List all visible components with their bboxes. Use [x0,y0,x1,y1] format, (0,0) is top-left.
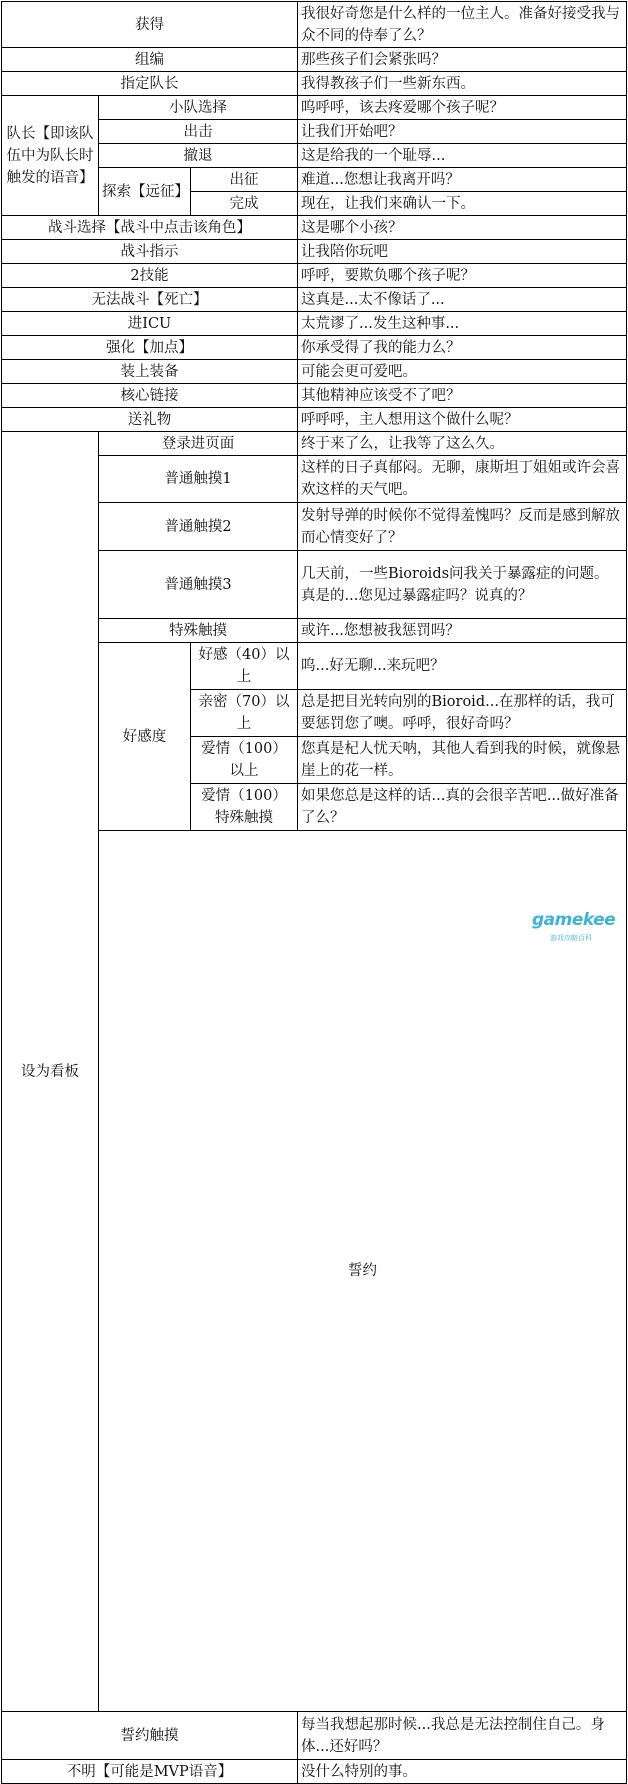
group-label-affection: 好感度 [99,643,191,831]
table-row [2,1760,627,1784]
row-text-touch3: 几天前，一些Bioroids问我关于暴露症的问题。真是的...您见过暴露症吗？说真的？ [298,551,627,619]
row-text-aff70: 总是把目光转向别的Bioroid...在那样的话，我可要惩罚您了噢。呼呼，很好奇吗？ [298,690,627,737]
row-label-sortie: 出击 [99,120,298,144]
watermark-subtitle: 游戏攻略百科 [550,934,592,942]
row-label-oath-touch: 誓约触摸 [2,1712,298,1760]
group-label-leader: 队长【即该队伍中为队长时触发的语音】 [2,96,99,216]
row-label-retreat: 撤退 [99,144,298,168]
row-text-battle-select: 这是哪个小孩？ [298,216,627,240]
row-label-explore-done: 完成 [191,192,298,216]
row-text-assign-leader: 我得教孩子们一些新东西。 [298,72,627,96]
table-row [2,72,627,96]
row-text-sortie: 让我们开始吧？ [298,120,627,144]
row-text-formation: 那些孩子们会紧张吗？ [298,48,627,72]
row-label-special-touch: 特殊触摸 [99,619,298,643]
row-text-enhance: 你承受得了我的能力么？ [298,336,627,360]
watermark-brand: gamekee [532,910,616,930]
row-label-touch1: 普通触摸1 [99,456,298,503]
row-text-explore-done: 现在，让我们来确认一下。 [298,192,627,216]
row-label-aff40: 好感（40）以上 [191,643,298,690]
table-row [2,408,627,432]
row-text-touch2: 发射导弹的时候你不觉得羞愧吗？反而是感到解放而心情变好了？ [298,503,627,551]
table-row [2,96,627,120]
row-text-explore-depart: 难道...您想让我离开吗？ [298,168,627,192]
row-label-battle-select: 战斗选择【战斗中点击该角色】 [2,216,298,240]
table-row [2,336,627,360]
table-row [2,1712,627,1760]
row-label-battle-order: 战斗指示 [2,240,298,264]
table-row [2,264,627,288]
group-label-explore: 探索【远征】 [99,168,191,216]
row-label-oath: 誓约 [99,831,627,1712]
table-row [2,312,627,336]
row-label-formation: 组编 [2,48,298,72]
row-label-core-link: 核心链接 [2,384,298,408]
row-label-touch2: 普通触摸2 [99,503,298,551]
row-text-incapacitated: 这真是...太不像话了... [298,288,627,312]
row-label-aff70: 亲密（70）以上 [191,690,298,737]
row-label-acquire: 获得 [2,2,298,48]
table-row [2,216,627,240]
table-row [2,240,627,264]
row-text-squad-select: 呜呼呼，该去疼爱哪个孩子呢？ [298,96,627,120]
row-label-unknown: 不明【可能是MVP语音】 [2,1760,298,1784]
row-text-retreat: 这是给我的一个耻辱... [298,144,627,168]
row-label-squad-select: 小队选择 [99,96,298,120]
row-text-core-link: 其他精神应该受不了吧？ [298,384,627,408]
row-text-aff100: 您真是杞人忧天呐，其他人看到我的时候，就像悬崖上的花一样。 [298,737,627,784]
row-text-equip: 可能会更可爱吧。 [298,360,627,384]
gamekee-watermark-logo [528,910,624,950]
row-text-gift: 呼呼呼，主人想用这个做什么呢？ [298,408,627,432]
table-row [2,48,627,72]
row-label-icu: 进ICU [2,312,298,336]
voice-lines-table [1,1,627,1784]
row-label-incapacitated: 无法战斗【死亡】 [2,288,298,312]
row-text-unknown: 没什么特别的事。 [298,1760,627,1784]
row-text-special-touch: 或许...您想被我惩罚吗？ [298,619,627,643]
row-label-touch3: 普通触摸3 [99,551,298,619]
row-label-equip: 装上装备 [2,360,298,384]
row-label-aff100-special: 爱情（100）特殊触摸 [191,784,298,831]
row-label-assign-leader: 指定队长 [2,72,298,96]
row-label-enhance: 强化【加点】 [2,336,298,360]
row-text-aff40: 呜...好无聊...来玩吧？ [298,643,627,690]
row-text-aff100-special: 如果您总是这样的话...真的会很辛苦吧...做好准备了么？ [298,784,627,831]
row-text-skill2: 呼呼，要欺负哪个孩子呢？ [298,264,627,288]
row-text-login: 终于来了么，让我等了这么久。 [298,432,627,456]
table-row [2,288,627,312]
row-text-touch1: 这样的日子真郁闷。无聊，康斯坦丁姐姐或许会喜欢这样的天气吧。 [298,456,627,503]
group-label-lobby: 设为看板 [2,432,99,1712]
row-label-gift: 送礼物 [2,408,298,432]
row-text-icu: 太荒谬了...发生这种事... [298,312,627,336]
row-text-battle-order: 让我陪你玩吧 [298,240,627,264]
row-text-oath-touch: 每当我想起那时候...我总是无法控制住自己。身体...还好吗？ [298,1712,627,1760]
table-row [2,432,627,456]
table-row [2,384,627,408]
row-label-explore-depart: 出征 [191,168,298,192]
row-text-acquire: 我很好奇您是什么样的一位主人。准备好接受我与众不同的侍奉了么？ [298,2,627,48]
row-label-aff100: 爱情（100）以上 [191,737,298,784]
row-label-login: 登录进页面 [99,432,298,456]
row-label-skill2: 2技能 [2,264,298,288]
table-row [2,360,627,384]
table-row [2,2,627,48]
